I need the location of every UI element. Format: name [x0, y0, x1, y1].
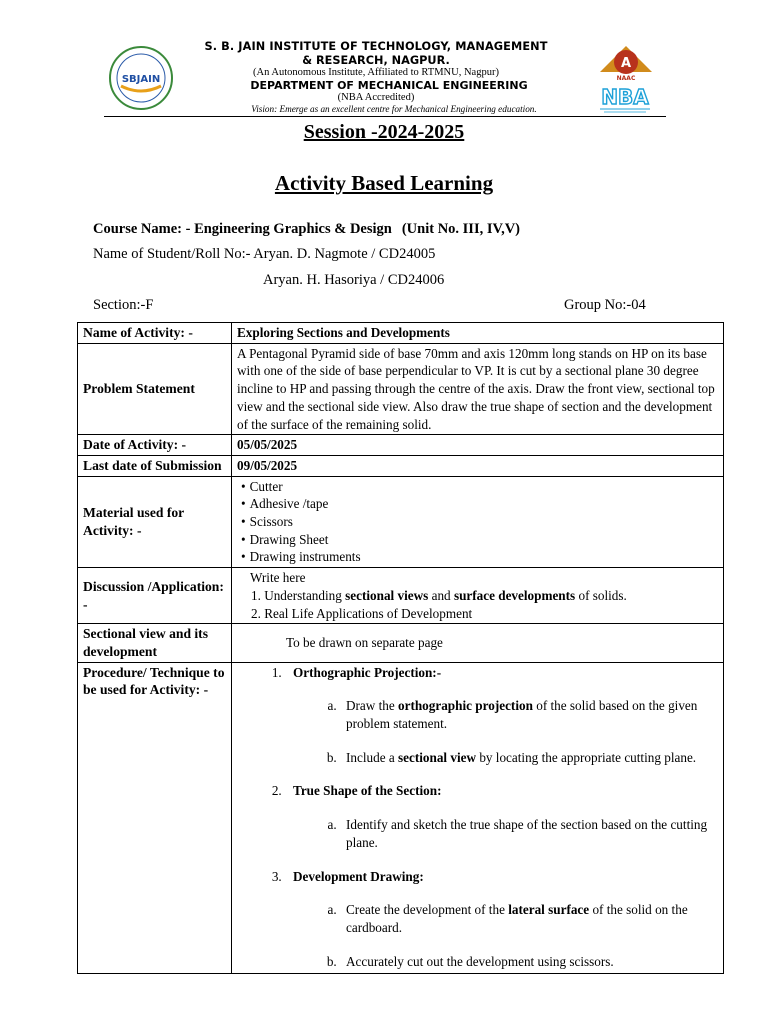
svg-text:A: A	[620, 56, 632, 71]
name-of-activity-label: Name of Activity: -	[78, 323, 232, 344]
table-row	[78, 476, 724, 568]
vision-statement: Vision: Emerge as an excellent centre for Mechanical Engineering education.	[251, 104, 537, 114]
procedure-cell	[232, 662, 724, 974]
material-list	[237, 478, 718, 567]
table-row	[78, 624, 724, 662]
table-row	[78, 343, 724, 435]
list-item	[340, 901, 718, 936]
step-text: Create the development of the	[346, 902, 509, 918]
discussion-bold: surface developments	[453, 587, 576, 603]
material-label: Material used for Activity: -	[78, 476, 232, 568]
list-item: • Drawing Sheet	[241, 531, 718, 549]
procedure-list	[237, 664, 718, 971]
section-label: Section:-F	[93, 297, 154, 313]
table-row	[78, 435, 724, 456]
problem-statement-label: Problem Statement	[78, 343, 232, 435]
procedure-substeps	[293, 816, 718, 851]
procedure-step-title: Orthographic Projection:-	[293, 664, 442, 680]
step-text: by locating the appropriate cutting plane.	[476, 749, 697, 765]
institute-affiliation: (An Autonomous Institute, Affiliated to RTMNU, Nagpur)	[253, 67, 499, 78]
department-name: DEPARTMENT OF MECHANICAL ENGINEERING	[250, 79, 528, 92]
procedure-label: Procedure/ Technique to be used for Activity: -	[78, 662, 232, 974]
table-row	[78, 455, 724, 476]
svg-text:NAAC: NAAC	[616, 75, 636, 82]
procedure-step-title: Development Drawing:	[293, 868, 424, 884]
step-text: Draw the	[346, 698, 398, 714]
discussion-item-2: 2. Real Life Applications of Development	[251, 605, 473, 621]
list-item	[340, 749, 718, 767]
naac-badge-icon	[592, 42, 660, 82]
list-item: • Scissors	[241, 513, 718, 531]
procedure-substeps	[293, 901, 718, 970]
procedure-substeps	[293, 697, 718, 766]
letterhead	[104, 36, 666, 117]
discussion-text: and	[428, 587, 454, 603]
institute-name-line1: S. B. JAIN INSTITUTE OF TECHNOLOGY, MANAGEMENT	[204, 40, 548, 53]
step-text: of the solid on the cardboard.	[346, 902, 688, 935]
institute-name-line2: & RESEARCH, NAGPUR.	[302, 54, 450, 67]
list-item	[285, 868, 718, 971]
course-unit: (Unit No. III, IV,V)	[401, 221, 521, 237]
name-of-activity-value: Exploring Sections and Developments	[232, 323, 724, 344]
list-item: b. Accurately cut out the development using scissors.	[340, 953, 718, 971]
last-date-value: 09/05/2025	[232, 455, 724, 476]
discussion-item-1	[237, 587, 718, 605]
discussion-text: of solids.	[575, 587, 627, 603]
course-name	[93, 221, 520, 238]
table-row	[78, 568, 724, 624]
svg-text:NBA: NBA	[601, 85, 649, 109]
accreditation: (NBA Accredited)	[337, 92, 415, 103]
date-of-activity-label: Date of Activity: -	[78, 435, 232, 456]
date-of-activity-value: 05/05/2025	[232, 435, 724, 456]
list-item: • Adhesive /tape	[241, 495, 718, 513]
institute-logo-icon	[107, 44, 175, 112]
student-line-1: Name of Student/Roll No:- Aryan. D. Nagmote / CD24005	[93, 246, 436, 262]
material-list-cell	[232, 476, 724, 568]
page-title: Activity Based Learning	[274, 171, 494, 195]
step-bold: orthographic projection	[398, 698, 533, 714]
group-label: Group No:-04	[564, 297, 646, 313]
discussion-cell	[232, 568, 724, 624]
discussion-text: 1. Understanding	[251, 587, 346, 603]
list-item: a. Identify and sketch the true shape of the section based on the cutting plane.	[340, 816, 718, 851]
activity-table	[77, 322, 724, 974]
discussion-bold: sectional views	[345, 587, 429, 603]
discussion-label: Discussion /Application: -	[78, 568, 232, 624]
student-line-2: Aryan. H. Hasoriya / CD24006	[263, 272, 445, 288]
step-text: of the solid based on the given problem statement.	[346, 698, 698, 732]
step-bold: lateral surface	[508, 902, 590, 918]
table-row	[78, 323, 724, 344]
step-bold: sectional view	[398, 749, 477, 765]
list-item	[285, 782, 718, 851]
session-heading: Session -2024-2025	[303, 121, 465, 143]
list-item: • Drawing instruments	[241, 548, 718, 566]
discussion-intro: Write here	[250, 570, 306, 586]
table-row	[78, 662, 724, 974]
sectional-view-value: To be drawn on separate page	[232, 624, 724, 662]
last-date-label: Last date of Submission	[78, 455, 232, 476]
problem-statement-value: A Pentagonal Pyramid side of base 70mm and axis 120mm long stands on HP on its base with one of the side of base perpendicular to VP. It is cut by a sectional plane 30 degree incline to HP and passing through the centre of the axis. Draw the front view, sectional top view and the sectional side view. Also draw the true shape of section and the development of the surface of the remaining solid.	[232, 343, 724, 435]
svg-text:SBJAIN: SBJAIN	[121, 74, 161, 85]
sectional-view-label: Sectional view and its development	[78, 624, 232, 662]
list-item	[340, 697, 718, 732]
procedure-step-title: True Shape of the Section:	[293, 783, 442, 799]
list-item	[285, 664, 718, 767]
step-text: Include a	[346, 749, 398, 765]
nba-logo-icon	[594, 82, 656, 114]
list-item: • Cutter	[241, 478, 718, 496]
course-label: Course Name: - Engineering Graphics & Design	[93, 221, 392, 237]
